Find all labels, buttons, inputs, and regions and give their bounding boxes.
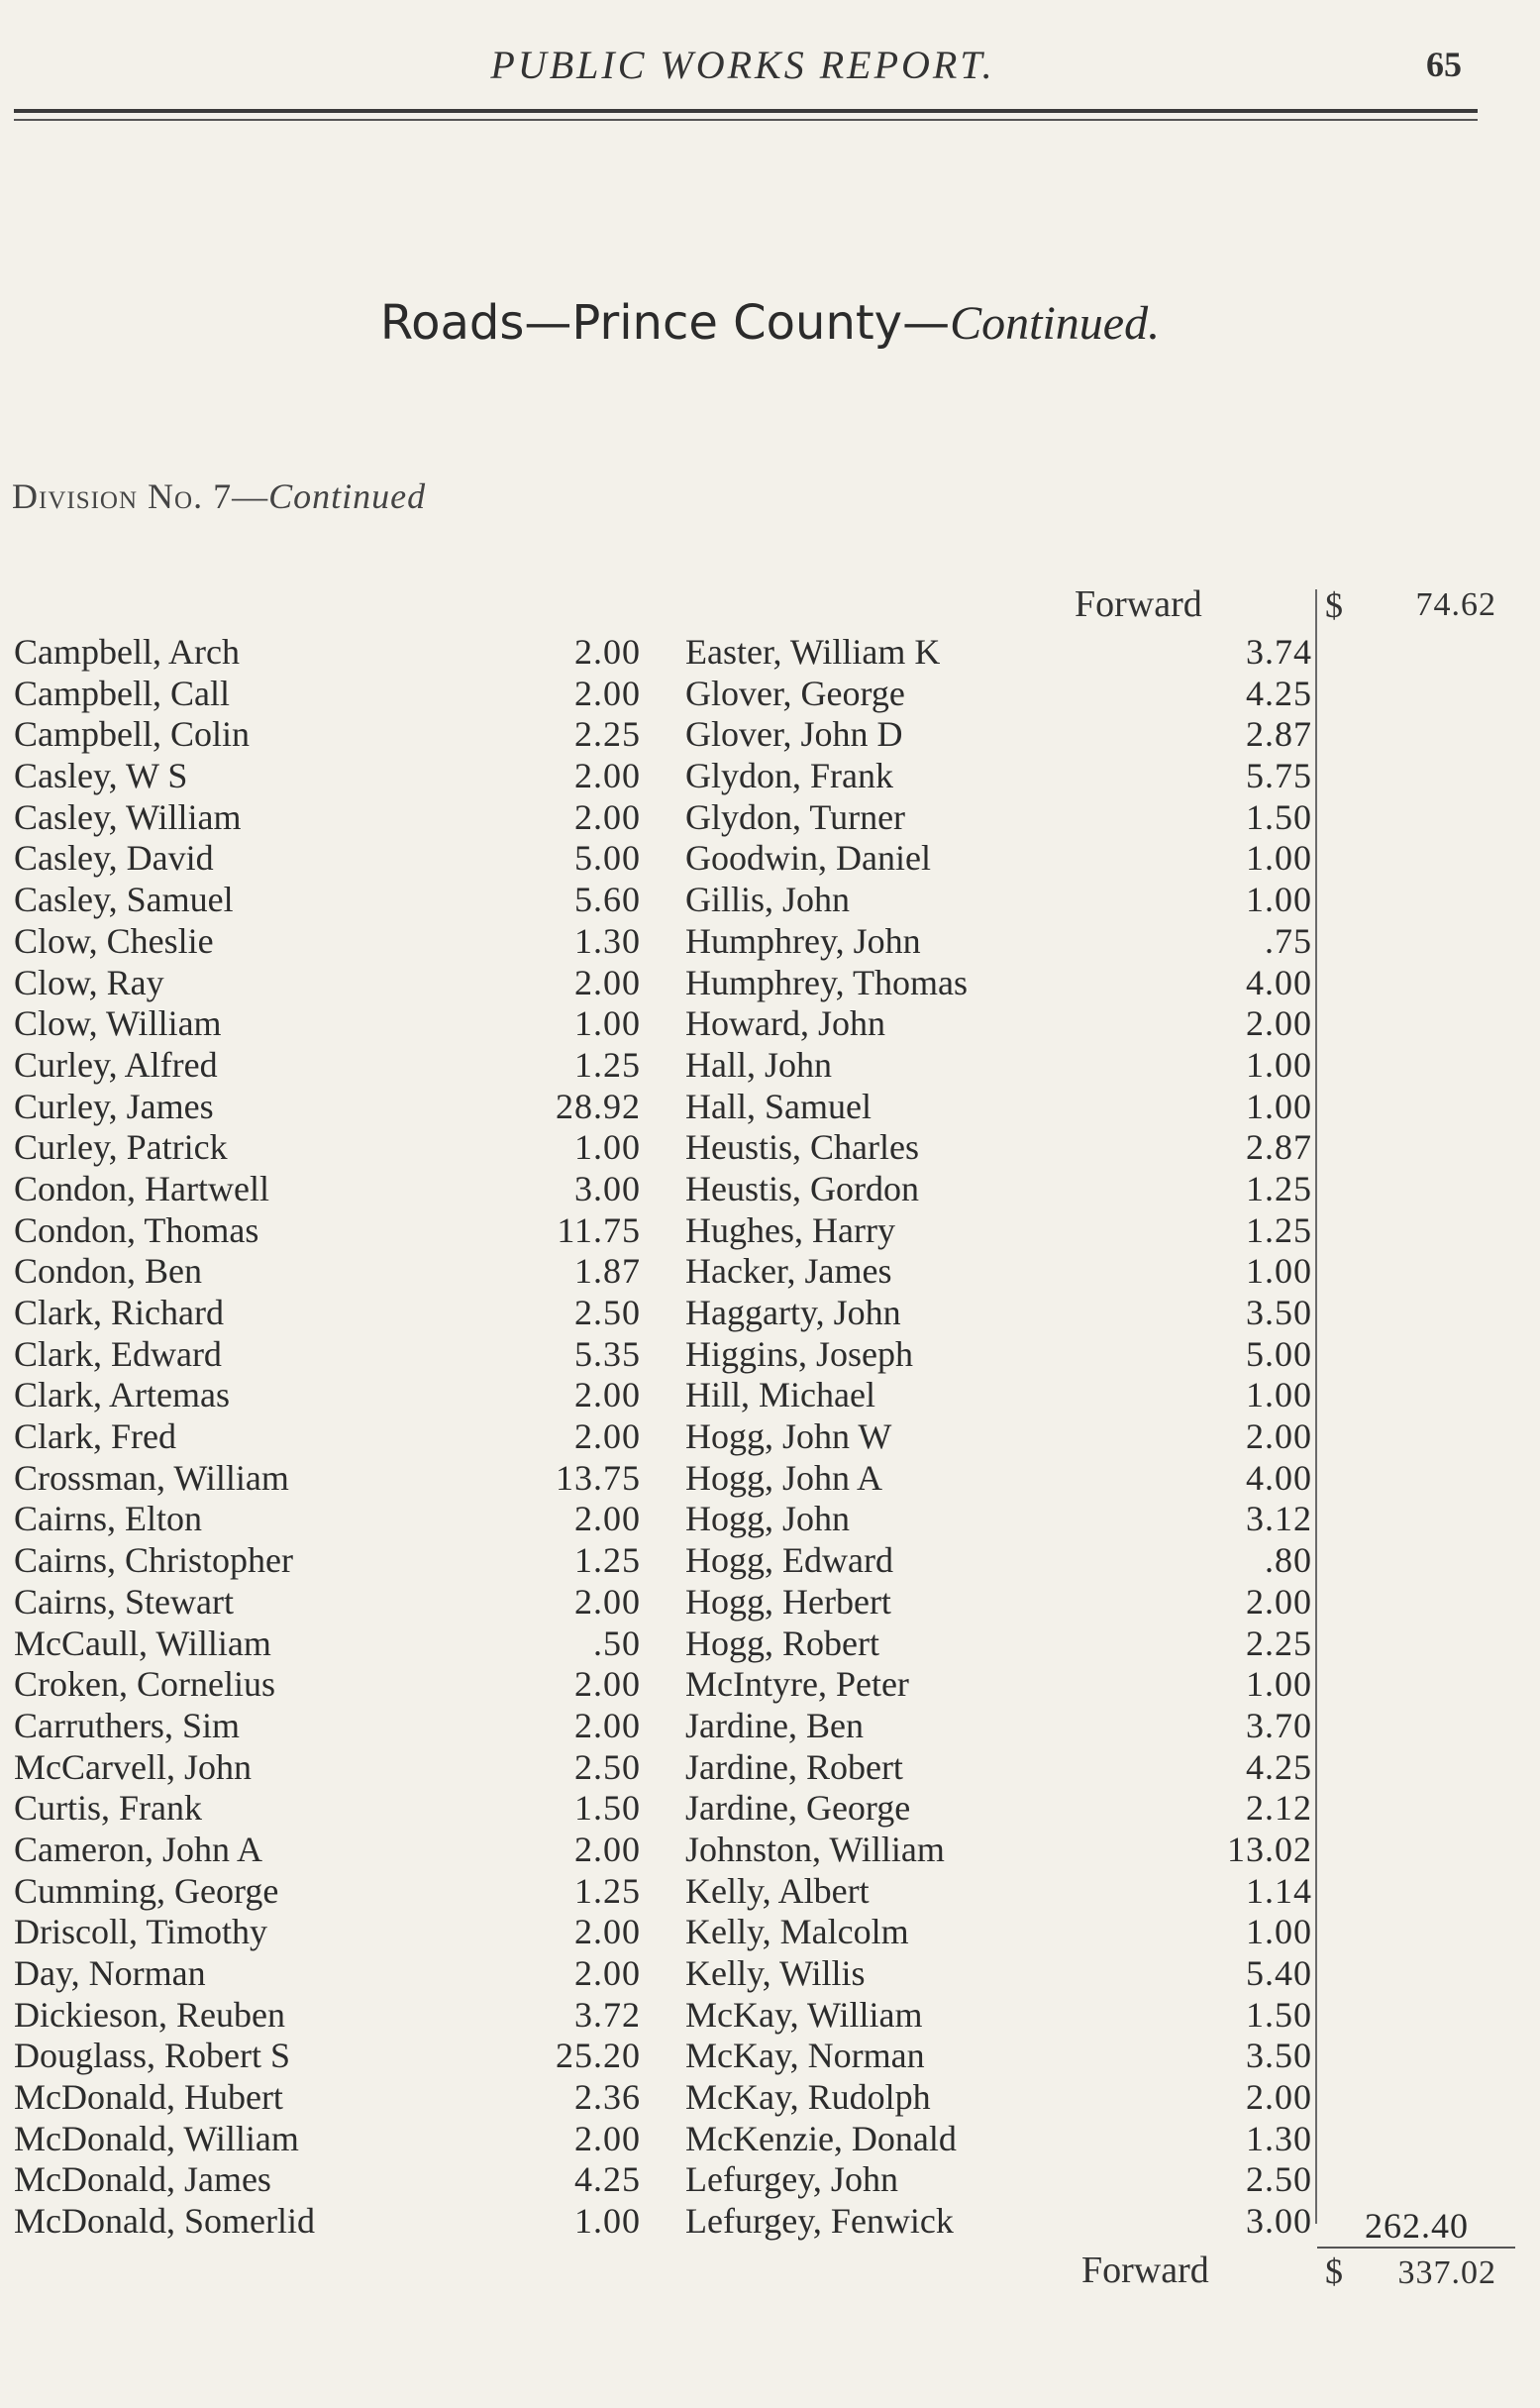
section-continued: Continued. bbox=[950, 297, 1161, 350]
left-name: Cairns, Stewart bbox=[14, 1581, 234, 1622]
right-amount: .80 bbox=[1265, 1540, 1312, 1581]
left-amount: 2.00 bbox=[574, 796, 641, 837]
left-name: Cairns, Christopher bbox=[14, 1540, 293, 1581]
left-name: Day, Norman bbox=[14, 1953, 206, 1993]
left-amount: 2.00 bbox=[574, 962, 641, 1002]
table-row bbox=[0, 2201, 1540, 2243]
right-name: Kelly, Albert bbox=[685, 1870, 870, 1911]
left-amount: 2.00 bbox=[574, 1664, 641, 1705]
left-name: Curley, Alfred bbox=[14, 1044, 218, 1085]
left-name: Condon, Hartwell bbox=[14, 1168, 269, 1208]
right-amount: 1.00 bbox=[1246, 1375, 1312, 1415]
table-row bbox=[0, 1788, 1540, 1830]
right-amount: 1.50 bbox=[1246, 1994, 1312, 2035]
left-name: Clark, Artemas bbox=[14, 1375, 230, 1415]
left-name: Carruthers, Sim bbox=[14, 1705, 240, 1745]
right-name: Gillis, John bbox=[685, 880, 851, 920]
right-name: Goodwin, Daniel bbox=[685, 838, 931, 879]
left-name: Clark, Edward bbox=[14, 1333, 222, 1374]
right-amount: 4.00 bbox=[1246, 962, 1312, 1002]
right-amount: .75 bbox=[1265, 920, 1312, 961]
table-row bbox=[0, 2036, 1540, 2077]
left-amount: 2.00 bbox=[574, 673, 641, 713]
left-amount: 1.00 bbox=[574, 1127, 641, 1168]
subtotal-amount: 262.40 bbox=[1365, 2206, 1469, 2246]
table-row bbox=[0, 1871, 1540, 1913]
division-heading bbox=[12, 475, 426, 517]
header-rule-thin bbox=[14, 119, 1478, 121]
left-amount: 2.00 bbox=[574, 1375, 641, 1415]
table-row bbox=[0, 1830, 1540, 1871]
left-name: Cairns, Elton bbox=[14, 1499, 202, 1539]
right-name: Humphrey, John bbox=[685, 920, 921, 961]
right-name: Glydon, Turner bbox=[685, 796, 906, 837]
table-row bbox=[0, 921, 1540, 963]
right-name: McKenzie, Donald bbox=[685, 2118, 957, 2158]
table-row bbox=[0, 1540, 1540, 1582]
right-name: Easter, William K bbox=[685, 632, 941, 672]
table-row bbox=[0, 1995, 1540, 2037]
right-amount: 1.00 bbox=[1246, 838, 1312, 879]
table-row bbox=[0, 1953, 1540, 1995]
right-amount: 2.00 bbox=[1246, 1003, 1312, 1044]
table-row bbox=[0, 797, 1540, 839]
left-name: Casley, Samuel bbox=[14, 880, 234, 920]
table-row bbox=[0, 2077, 1540, 2119]
right-name: Glydon, Frank bbox=[685, 756, 893, 796]
left-name: McDonald, Somerlid bbox=[14, 2201, 315, 2242]
left-name: Driscoll, Timothy bbox=[14, 1912, 268, 1952]
right-amount: 5.40 bbox=[1246, 1953, 1312, 1993]
right-name: Kelly, Malcolm bbox=[685, 1912, 909, 1952]
subtotal-rule bbox=[1317, 2247, 1515, 2249]
header-rule-thick bbox=[14, 109, 1478, 113]
right-amount: 4.00 bbox=[1246, 1457, 1312, 1498]
table-row bbox=[0, 1251, 1540, 1293]
right-name: Glover, George bbox=[685, 673, 905, 713]
left-amount: 2.00 bbox=[574, 1705, 641, 1745]
right-amount: 1.00 bbox=[1246, 1044, 1312, 1085]
right-amount: 3.74 bbox=[1246, 632, 1312, 672]
right-name: Glover, John D bbox=[685, 714, 903, 755]
left-name: Crossman, William bbox=[14, 1457, 289, 1498]
table-row bbox=[0, 1045, 1540, 1087]
right-amount: 3.50 bbox=[1246, 1293, 1312, 1332]
left-name: Condon, Ben bbox=[14, 1251, 203, 1292]
left-name: Cameron, John A bbox=[14, 1829, 262, 1869]
table-row bbox=[0, 1706, 1540, 1747]
left-amount: 1.00 bbox=[574, 2201, 641, 2242]
right-name: Hall, John bbox=[685, 1044, 832, 1085]
right-name: Jardine, Ben bbox=[685, 1705, 864, 1745]
left-name: McCaull, William bbox=[14, 1623, 271, 1663]
right-name: Hughes, Harry bbox=[685, 1209, 895, 1250]
left-amount: 2.00 bbox=[574, 1499, 641, 1539]
left-name: McDonald, James bbox=[14, 2159, 271, 2200]
table-row bbox=[0, 756, 1540, 797]
right-amount: 1.00 bbox=[1246, 1086, 1312, 1126]
right-name: Higgins, Joseph bbox=[685, 1333, 914, 1374]
right-amount: 5.00 bbox=[1246, 1333, 1312, 1374]
right-amount: 4.25 bbox=[1246, 673, 1312, 713]
left-amount: 3.72 bbox=[574, 1994, 641, 2035]
table-row bbox=[0, 1210, 1540, 1252]
right-amount: 2.12 bbox=[1246, 1788, 1312, 1829]
left-name: Casley, David bbox=[14, 838, 214, 879]
left-name: Dickieson, Reuben bbox=[14, 1994, 285, 2035]
table-row bbox=[0, 1582, 1540, 1623]
right-name: Hogg, Edward bbox=[685, 1540, 893, 1581]
right-name: Hogg, Herbert bbox=[685, 1581, 891, 1622]
right-name: McKay, William bbox=[685, 1994, 923, 2035]
right-name: Hogg, Robert bbox=[685, 1623, 879, 1663]
left-amount: 5.35 bbox=[574, 1333, 641, 1374]
table-row bbox=[0, 1087, 1540, 1128]
forward-top-label: Forward bbox=[1075, 583, 1202, 625]
table-row bbox=[0, 963, 1540, 1004]
left-amount: 2.00 bbox=[574, 1416, 641, 1457]
left-amount: 2.50 bbox=[574, 1746, 641, 1787]
right-amount: 3.50 bbox=[1246, 2036, 1312, 2076]
forward-bottom-label: Forward bbox=[1081, 2250, 1209, 2291]
left-name: Curtis, Frank bbox=[14, 1788, 203, 1829]
table-row bbox=[0, 1912, 1540, 1953]
right-amount: 1.25 bbox=[1246, 1209, 1312, 1250]
right-name: Hogg, John W bbox=[685, 1416, 892, 1457]
table-row bbox=[0, 1664, 1540, 1706]
table-row bbox=[0, 1003, 1540, 1045]
left-amount: 1.25 bbox=[574, 1540, 641, 1581]
right-name: McKay, Norman bbox=[685, 2036, 925, 2076]
left-name: Campbell, Arch bbox=[14, 632, 240, 672]
right-amount: 2.50 bbox=[1246, 2159, 1312, 2200]
left-name: Clow, William bbox=[14, 1003, 222, 1044]
right-amount: 1.00 bbox=[1246, 1664, 1312, 1705]
left-amount: 11.75 bbox=[557, 1209, 641, 1250]
left-name: Casley, W S bbox=[14, 756, 188, 796]
right-amount: 1.30 bbox=[1246, 2118, 1312, 2158]
left-amount: 4.25 bbox=[574, 2159, 641, 2200]
right-amount: 4.25 bbox=[1246, 1746, 1312, 1787]
right-amount: 1.25 bbox=[1246, 1168, 1312, 1208]
left-name: Douglass, Robert S bbox=[14, 2036, 290, 2076]
table-row bbox=[0, 1375, 1540, 1416]
left-amount: 1.25 bbox=[574, 1044, 641, 1085]
right-amount: 3.00 bbox=[1246, 2201, 1312, 2242]
left-amount: 1.50 bbox=[574, 1788, 641, 1829]
left-amount: 2.00 bbox=[574, 1912, 641, 1952]
left-amount: .50 bbox=[593, 1623, 641, 1663]
right-amount: 2.87 bbox=[1246, 714, 1312, 755]
right-amount: 2.00 bbox=[1246, 1416, 1312, 1457]
right-amount: 3.12 bbox=[1246, 1499, 1312, 1539]
right-name: Hacker, James bbox=[685, 1251, 892, 1292]
left-amount: 1.87 bbox=[574, 1251, 641, 1292]
right-name: Howard, John bbox=[685, 1003, 885, 1044]
right-name: Lefurgey, John bbox=[685, 2159, 898, 2200]
left-amount: 13.75 bbox=[556, 1457, 641, 1498]
table-row bbox=[0, 2159, 1540, 2201]
table-row bbox=[0, 1458, 1540, 1500]
running-header-title: PUBLIC WORKS REPORT. bbox=[490, 43, 995, 87]
left-amount: 3.00 bbox=[574, 1168, 641, 1208]
left-amount: 25.20 bbox=[556, 2036, 641, 2076]
forward-top-amount: 74.62 bbox=[1415, 586, 1496, 623]
right-amount: 2.00 bbox=[1246, 2077, 1312, 2118]
left-name: McDonald, Hubert bbox=[14, 2077, 283, 2118]
right-name: Jardine, George bbox=[685, 1788, 911, 1829]
right-amount: 2.25 bbox=[1246, 1623, 1312, 1663]
left-amount: 1.30 bbox=[574, 920, 641, 961]
table-row bbox=[0, 1747, 1540, 1789]
right-name: McIntyre, Peter bbox=[685, 1664, 909, 1705]
left-amount: 5.60 bbox=[574, 880, 641, 920]
table-row bbox=[0, 1499, 1540, 1540]
left-amount: 2.00 bbox=[574, 1953, 641, 1993]
left-amount: 2.00 bbox=[574, 1829, 641, 1869]
right-amount: 1.50 bbox=[1246, 796, 1312, 837]
left-amount: 2.36 bbox=[574, 2077, 641, 2118]
left-name: Campbell, Call bbox=[14, 673, 230, 713]
left-name: Clark, Fred bbox=[14, 1416, 176, 1457]
table-row bbox=[0, 2119, 1540, 2160]
ledger-rows bbox=[0, 632, 1540, 2243]
left-amount: 2.00 bbox=[574, 756, 641, 796]
right-amount: 2.87 bbox=[1246, 1127, 1312, 1168]
forward-bottom-amount: 337.02 bbox=[1397, 2254, 1496, 2291]
right-amount: 2.00 bbox=[1246, 1581, 1312, 1622]
forward-top-dollar: $ bbox=[1325, 585, 1343, 625]
left-name: Clow, Cheslie bbox=[14, 920, 214, 961]
left-name: Condon, Thomas bbox=[14, 1209, 259, 1250]
right-amount: 13.02 bbox=[1227, 1829, 1312, 1869]
table-row bbox=[0, 714, 1540, 756]
table-row bbox=[0, 1127, 1540, 1169]
right-amount: 1.00 bbox=[1246, 1251, 1312, 1292]
table-row bbox=[0, 1623, 1540, 1665]
left-amount: 5.00 bbox=[574, 838, 641, 879]
right-name: Hogg, John A bbox=[685, 1457, 883, 1498]
left-amount: 1.00 bbox=[574, 1003, 641, 1044]
right-name: Johnston, William bbox=[685, 1829, 945, 1869]
division-label: Division No. 7— bbox=[12, 476, 269, 516]
left-name: Curley, Patrick bbox=[14, 1127, 228, 1168]
section-title bbox=[0, 295, 1540, 351]
table-row bbox=[0, 1334, 1540, 1376]
table-row bbox=[0, 674, 1540, 715]
forward-bottom-dollar: $ bbox=[1325, 2251, 1343, 2291]
section-title-text: Roads—Prince County— bbox=[379, 295, 951, 351]
right-name: Heustis, Charles bbox=[685, 1127, 919, 1168]
left-amount: 28.92 bbox=[556, 1086, 641, 1126]
right-amount: 5.75 bbox=[1246, 756, 1312, 796]
right-name: Kelly, Willis bbox=[685, 1953, 866, 1993]
table-row bbox=[0, 1416, 1540, 1458]
left-name: Croken, Cornelius bbox=[14, 1664, 275, 1705]
left-amount: 2.00 bbox=[574, 2118, 641, 2158]
right-name: Heustis, Gordon bbox=[685, 1168, 919, 1208]
table-row bbox=[0, 1169, 1540, 1210]
right-amount: 1.00 bbox=[1246, 880, 1312, 920]
right-name: Hogg, John bbox=[685, 1499, 851, 1539]
table-row bbox=[0, 880, 1540, 921]
left-name: Clark, Richard bbox=[14, 1293, 224, 1332]
left-name: Cumming, George bbox=[14, 1870, 279, 1911]
left-name: Casley, William bbox=[14, 796, 242, 837]
right-name: Haggarty, John bbox=[685, 1293, 901, 1332]
right-name: Jardine, Robert bbox=[685, 1746, 903, 1787]
table-row bbox=[0, 632, 1540, 674]
left-name: McCarvell, John bbox=[14, 1746, 252, 1787]
left-amount: 2.00 bbox=[574, 1581, 641, 1622]
right-name: Hill, Michael bbox=[685, 1375, 875, 1415]
division-continued: Continued bbox=[268, 476, 427, 516]
right-amount: 1.00 bbox=[1246, 1912, 1312, 1952]
right-amount: 1.14 bbox=[1246, 1870, 1312, 1911]
table-row bbox=[0, 838, 1540, 880]
left-name: McDonald, William bbox=[14, 2118, 299, 2158]
left-amount: 2.25 bbox=[574, 714, 641, 755]
page-number: 65 bbox=[1426, 45, 1462, 84]
left-name: Curley, James bbox=[14, 1086, 214, 1126]
left-amount: 2.00 bbox=[574, 632, 641, 672]
left-amount: 1.25 bbox=[574, 1870, 641, 1911]
right-name: Humphrey, Thomas bbox=[685, 962, 968, 1002]
right-name: Hall, Samuel bbox=[685, 1086, 872, 1126]
right-amount: 3.70 bbox=[1246, 1705, 1312, 1745]
right-name: McKay, Rudolph bbox=[685, 2077, 931, 2118]
left-amount: 2.50 bbox=[574, 1293, 641, 1332]
table-row bbox=[0, 1293, 1540, 1334]
left-name: Campbell, Colin bbox=[14, 714, 250, 755]
left-name: Clow, Ray bbox=[14, 962, 164, 1002]
right-name: Lefurgey, Fenwick bbox=[685, 2201, 954, 2242]
